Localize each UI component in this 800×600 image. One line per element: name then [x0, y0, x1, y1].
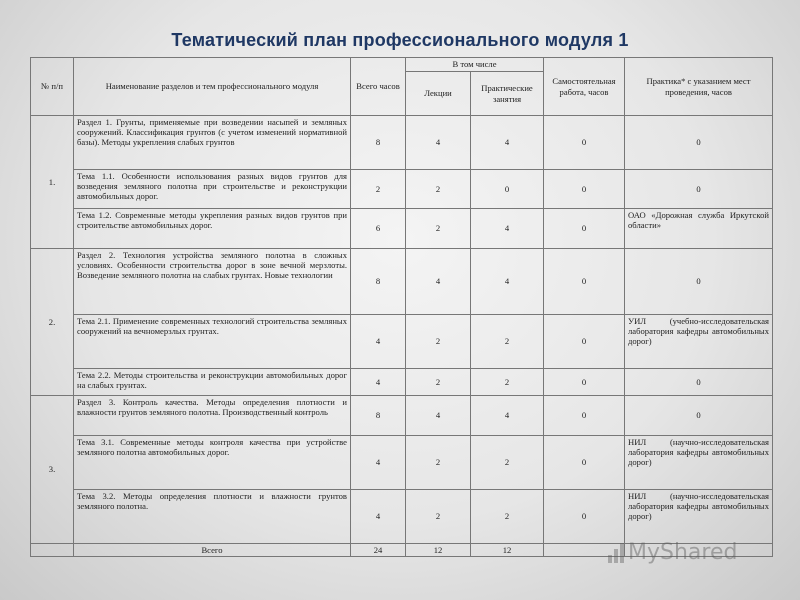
row-lectures: 2 [406, 369, 471, 396]
table-row [31, 396, 773, 436]
header-practice: Практика* с указанием мест проведения, часов [625, 58, 773, 116]
table-row [31, 315, 773, 369]
row-total: 4 [351, 490, 406, 544]
row-name: Тема 2.2. Методы строительства и реконструкции автомобильных дорог на слабых грунтах. [74, 369, 351, 396]
row-independent: 0 [544, 436, 625, 490]
row-num: 1. [31, 116, 74, 249]
watermark [608, 538, 737, 566]
row-lectures: 2 [406, 436, 471, 490]
row-independent: 0 [544, 209, 625, 249]
row-practical: 4 [471, 396, 544, 436]
totals-total: 24 [351, 544, 406, 557]
row-practical: 4 [471, 209, 544, 249]
table-row [31, 170, 773, 209]
header-independent: Самостоятельная работа, часов [544, 58, 625, 116]
row-lectures: 4 [406, 396, 471, 436]
row-name: Тема 3.1. Современные методы контроля качества при устройстве земляного полотна автомобильных дорог. [74, 436, 351, 490]
row-independent: 0 [544, 249, 625, 315]
header-name: Наименование разделов и тем профессионального модуля [74, 58, 351, 116]
row-independent: 0 [544, 369, 625, 396]
row-name: Тема 1.1. Особенности использования разных видов грунтов для возведения земляного полотна при строительстве и реконструкции автомобильных дорог. [74, 170, 351, 209]
header-including: В том числе [406, 58, 544, 72]
row-independent: 0 [544, 315, 625, 369]
row-total: 6 [351, 209, 406, 249]
row-practical: 0 [471, 170, 544, 209]
header-practical: Практические занятия [471, 72, 544, 116]
row-practice: 0 [625, 116, 773, 170]
row-independent: 0 [544, 170, 625, 209]
row-total: 4 [351, 315, 406, 369]
bar-chart-icon [608, 541, 624, 563]
row-practice: 0 [625, 369, 773, 396]
row-practical: 4 [471, 249, 544, 315]
row-practical: 2 [471, 436, 544, 490]
table-row [31, 249, 773, 315]
row-name: Раздел 3. Контроль качества. Методы определения плотности и влажности грунтов земляного полотна. Производственный контроль [74, 396, 351, 436]
row-independent: 0 [544, 490, 625, 544]
row-total: 8 [351, 396, 406, 436]
row-name: Раздел 2. Технология устройства земляного полотна в сложных условиях. Особенности строительства дорог в зоне вечной мерзлоты. Возведение земляного полотна на слабых грунтах. Новые технологии [74, 249, 351, 315]
row-practice: НИЛ (научно-исследовательская лаборатория кафедры автомобильных дорог) [625, 436, 773, 490]
header-num: № п/п [31, 58, 74, 116]
totals-practical: 12 [471, 544, 544, 557]
row-practice: НИЛ (научно-исследовательская лаборатория кафедры автомобильных дорог) [625, 490, 773, 544]
row-total: 2 [351, 170, 406, 209]
row-lectures: 2 [406, 315, 471, 369]
row-total: 8 [351, 249, 406, 315]
row-total: 8 [351, 116, 406, 170]
row-independent: 0 [544, 116, 625, 170]
row-practice: УИЛ (учебно-исследовательская лаборатория кафедры автомобильных дорог) [625, 315, 773, 369]
row-lectures: 2 [406, 209, 471, 249]
row-name: Тема 1.2. Современные методы укрепления разных видов грунтов при строительстве автомобильных дорог. [74, 209, 351, 249]
thematic-plan-table [30, 57, 773, 557]
row-practice: 0 [625, 396, 773, 436]
row-lectures: 4 [406, 249, 471, 315]
row-name: Раздел 1. Грунты, применяемые при возведении насыпей и земляных сооружений. Классификация грунтов (с учетом изменений нормативной базы). Методы укрепления слабых грунтов [74, 116, 351, 170]
page-title: Тематический план профессионального модуля 1 [171, 30, 629, 50]
watermark-text: MyShared [628, 539, 738, 565]
row-lectures: 4 [406, 116, 471, 170]
row-total: 4 [351, 369, 406, 396]
table-row [31, 436, 773, 490]
table-row [31, 490, 773, 544]
row-practical: 2 [471, 490, 544, 544]
row-practice: 0 [625, 170, 773, 209]
row-lectures: 2 [406, 490, 471, 544]
row-practical: 2 [471, 315, 544, 369]
row-lectures: 2 [406, 170, 471, 209]
row-practical: 2 [471, 369, 544, 396]
table-row [31, 116, 773, 170]
row-name: Тема 3.2. Методы определения плотности и влажности грунтов земляного полотна. [74, 490, 351, 544]
table-row [31, 209, 773, 249]
row-practice: 0 [625, 249, 773, 315]
totals-lectures: 12 [406, 544, 471, 557]
row-name: Тема 2.1. Применение современных технологий строительства земляных сооружений на вечномерзлых грунтах. [74, 315, 351, 369]
row-total: 4 [351, 436, 406, 490]
header-total: Всего часов [351, 58, 406, 116]
row-num: 2. [31, 249, 74, 396]
row-num: 3. [31, 396, 74, 544]
row-independent: 0 [544, 396, 625, 436]
row-practice: ОАО «Дорожная служба Иркутской области» [625, 209, 773, 249]
table-row [31, 369, 773, 396]
row-practical: 4 [471, 116, 544, 170]
header-lectures: Лекции [406, 72, 471, 116]
totals-label: Всего [74, 544, 351, 557]
